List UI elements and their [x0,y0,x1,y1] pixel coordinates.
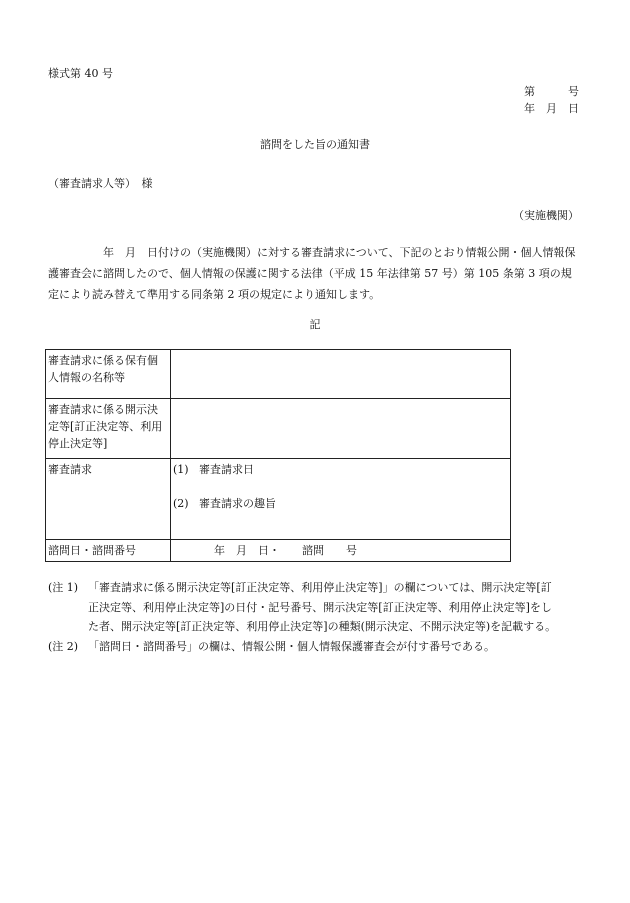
note-line: た者、開示決定等[訂正決定等、利用停止決定等]の種類(開示決定、不開示決定等)を記載する。 [88,620,557,633]
note-2 [48,637,582,657]
review-request-date: (1) 審査請求日 [173,463,254,476]
note-line: 「審査請求に係る開示決定等[訂正決定等、利用停止決定等]」の欄については、開示決定等[訂 [88,581,552,594]
row-label-consultation: 諮問日・諮問番号 [46,540,171,562]
note-line: 「諮問日・諮問番号」の欄は、情報公開・個人情報保護審査会が付す番号である。 [88,639,495,653]
table-row [46,399,511,459]
note-line: 正決定等、利用停止決定等]の日付・記号番号、開示決定等[訂正決定等、利用停止決定等]をし [88,600,552,614]
body-line: 護審査会に諮問したので、個人情報の保護に関する法律（平成 15 年法律第 57 号）第 105 条第 3 項の規 [48,267,572,280]
info-table [45,349,511,562]
row-label-personal-info: 審査請求に係る保有個人情報の名称等 [46,350,171,399]
table-row [46,459,511,540]
review-request-purpose: (2) 審査請求の趣旨 [173,497,276,510]
row-value-review-request [171,459,511,540]
notes [48,578,582,656]
body-line: 年 月 日付けの（実施機関）に対する審査請求について、下記のとおり情報公開・個人情報保 [48,246,576,259]
note-label: (注 1) [48,581,79,594]
table-row [46,540,511,562]
row-value-disclosure-decision [171,399,511,459]
row-value-personal-info [171,350,511,399]
body-line: 定により読み替えて準用する同条第 2 項の規定により通知します。 [48,288,381,301]
row-value-consultation: 年 月 日・ 諮問 号 [171,540,511,562]
ki-heading: 記 [309,318,321,331]
note-1 [48,578,582,637]
document-date: 年 月 日 [524,102,579,115]
body-text [48,242,582,305]
row-label-review-request: 審査請求 [46,459,171,540]
row-label-disclosure-decision: 審査請求に係る開示決定等[訂正決定等、利用停止決定等] [46,399,171,459]
document-number: 第 号 [524,85,579,98]
document-title: 諮問をした旨の通知書 [260,138,370,151]
note-label: (注 2) [48,639,79,653]
table-row [46,350,511,399]
form-number: 様式第 40 号 [48,67,113,80]
sender-agency: （実施機関） [513,209,579,222]
addressee: （審査請求人等） 様 [48,177,153,190]
